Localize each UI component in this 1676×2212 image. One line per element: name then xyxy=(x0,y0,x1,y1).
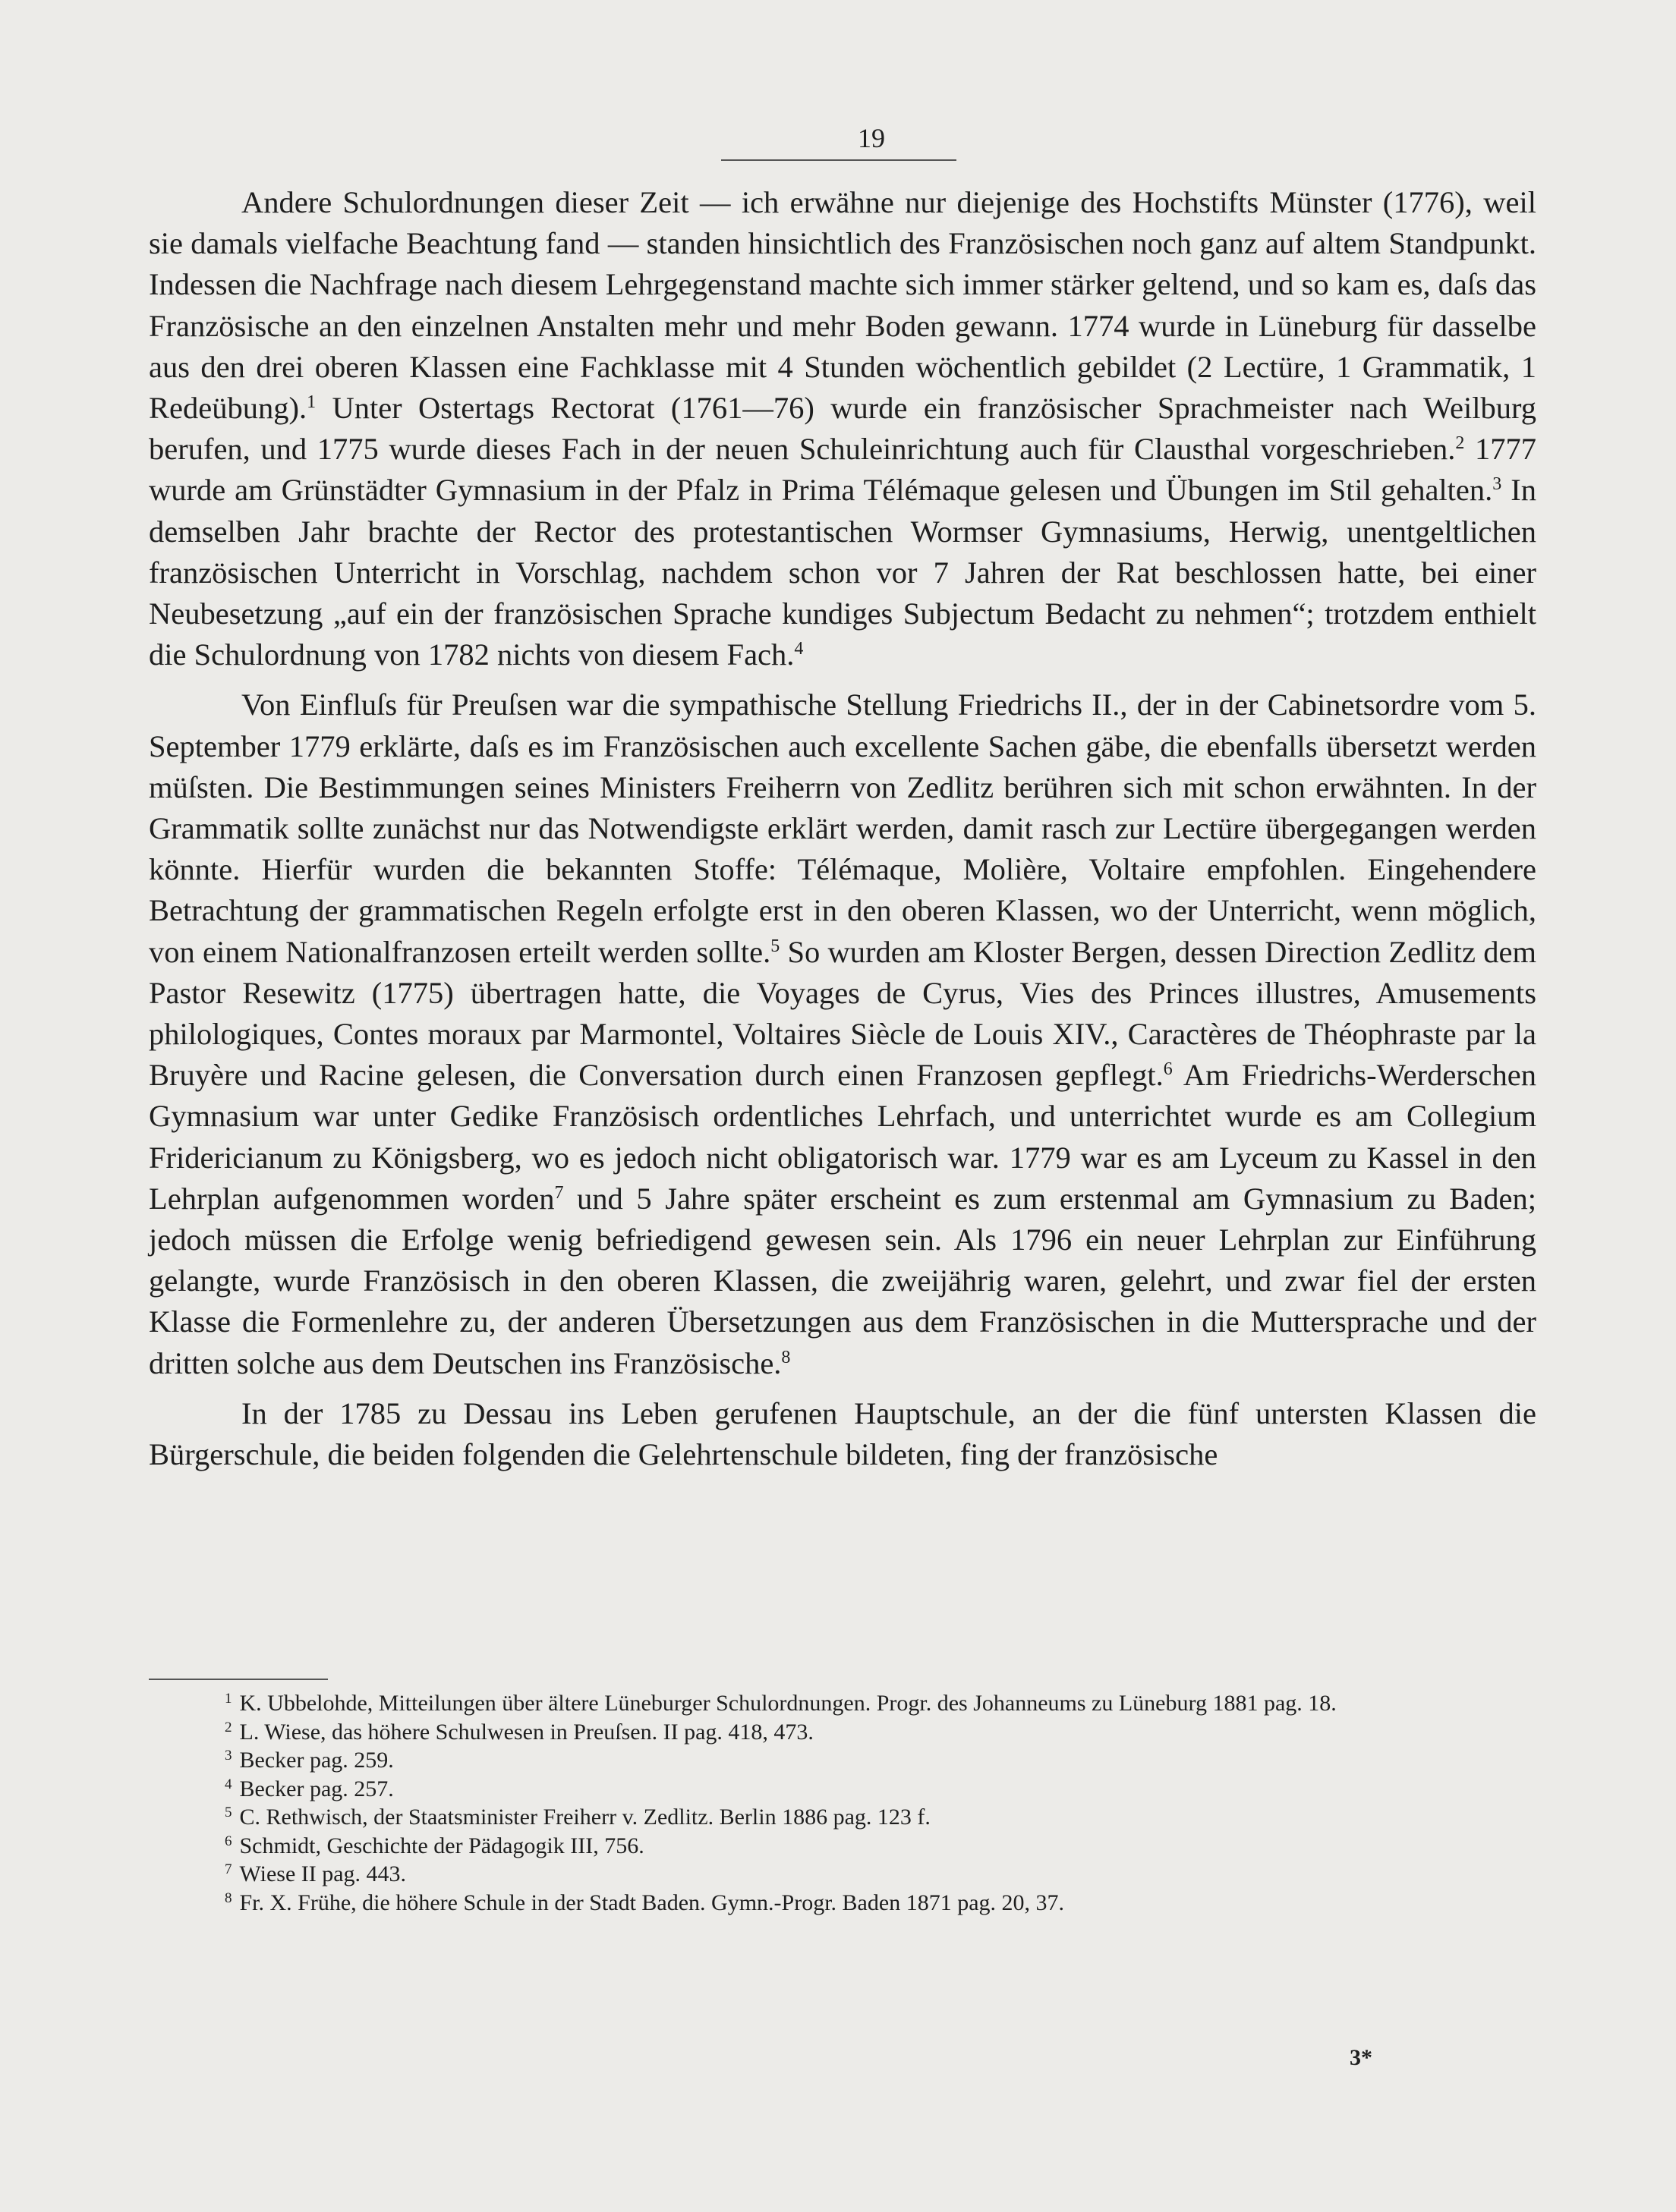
footnote-reference: 7 xyxy=(554,1182,564,1203)
footnote-number: 2 xyxy=(225,1719,232,1735)
footnote-number: 7 xyxy=(225,1861,232,1877)
footnote-number: 1 xyxy=(225,1691,232,1707)
footnote xyxy=(149,1775,1530,1804)
footnote-reference: 6 xyxy=(1163,1059,1173,1080)
footnote-text: L. Wiese, das höhere Schulwesen in Preuſsen. II pag. 418, 473. xyxy=(239,1719,814,1745)
footnote-text: C. Rethwisch, der Staatsminister Freiherr v. Zedlitz. Berlin 1886 pag. 123 f. xyxy=(239,1805,931,1830)
footnote-number: 5 xyxy=(225,1805,232,1820)
footnote-number: 8 xyxy=(225,1889,232,1906)
footnotes xyxy=(149,1689,1530,1917)
paragraph xyxy=(149,182,1536,675)
footnote xyxy=(149,1832,1530,1861)
footnote xyxy=(149,1803,1530,1832)
text-run: Unter Ostertags Rectorat (1761—76) wurde ein französischer Sprachmeister nach Weilburg berufen, und 1775 wurde dieses Fach in der neuen Schuleinrichtung auch für Clausthal vorgeschrieben. xyxy=(149,391,1536,467)
footnote-text: K. Ubbelohde, Mitteilungen über ältere Lüneburger Schulordnungen. Progr. des Johanneums zu Lüneburg 1881 pag. 18. xyxy=(239,1691,1337,1716)
text-run: Andere Schulordnungen dieser Zeit — ich erwähne nur diejenige des Hochstifts Münster (1776), weil sie damals vielfache Beachtung fand — standen hinsichtlich des Französischen noch ganz auf altem Standpunkt. Indessen die Nachfrage nach diesem Lehrgegenstand machte sich immer stärker geltend, und so kam es, daſs das Französische an den einzelnen Anstalten mehr und mehr Boden gewann. 1774 wurde in Lüneburg für dasselbe aus den drei oberen Klassen eine Fachklasse mit 4 Stunden wöchentlich gebildet (2 Lectüre, 1 Grammatik, 1 Redeübung). xyxy=(149,185,1536,426)
body-text xyxy=(149,182,1536,1475)
footnote-text: Schmidt, Geschichte der Pädagogik III, 756. xyxy=(239,1833,644,1858)
footnote xyxy=(149,1889,1530,1918)
footnote-text: Becker pag. 259. xyxy=(239,1748,394,1773)
footnote-rule xyxy=(149,1679,328,1680)
footnote-text: Wiese II pag. 443. xyxy=(239,1861,407,1886)
text-run: und 5 Jahre später erscheint es zum erstenmal am Gymnasium zu Baden; jedoch müssen die Erfolge wenig befriedigend gewesen sein. Als 1796 ein neuer Lehrplan zur Einführung gelangte, wurde Französisch in den oberen Klassen, die zweijährig waren, gelehrt, und zwar fiel der ersten Klasse die Formenlehre zu, der anderen Übersetzungen aus dem Französischen in die Muttersprache und der dritten solche aus dem Deutschen ins Französische. xyxy=(149,1181,1537,1380)
footnote-reference: 5 xyxy=(770,936,780,956)
page-number: 19 xyxy=(858,123,885,153)
signature-mark: 3* xyxy=(1350,2045,1372,2070)
footnote xyxy=(149,1689,1530,1718)
footnote-number: 3 xyxy=(225,1748,232,1764)
footnote-reference: 1 xyxy=(307,392,317,413)
header-rule xyxy=(721,159,956,161)
footnote xyxy=(149,1860,1530,1889)
paragraph xyxy=(149,684,1536,1383)
footnote-reference: 2 xyxy=(1455,433,1465,454)
paragraph xyxy=(149,1393,1536,1475)
footnote-number: 4 xyxy=(225,1776,232,1792)
text-run: In demselben Jahr brachte der Rector des protestantischen Wormser Gymnasiums, Herwig, unentgeltlichen französischen Unterricht in Vorschlag, nachdem schon vor 7 Jahren der Rat beschlossen hatte, bei einer Neubesetzung „auf ein der französischen Sprache kundiges Subjectum Bedacht zu nehmen“; trotzdem enthielt die Schulordnung von 1782 nichts von diesem Fach. xyxy=(149,473,1536,672)
footnote-text: Fr. X. Frühe, die höhere Schule in der Stadt Baden. Gymn.-Progr. Baden 1871 pag. 20, 37. xyxy=(239,1889,1065,1915)
footnote-reference: 3 xyxy=(1492,474,1502,495)
footnote xyxy=(149,1746,1530,1775)
footnote xyxy=(149,1718,1530,1747)
text-run: Von Einfluſs für Preuſsen war die sympathische Stellung Friedrichs II., der in der Cabinetsordre vom 5. September 1779 erklärte, daſs es im Französischen auch excellente Sachen gäbe, die ebenfalls übersetzt werden müſsten. Die Bestimmungen seines Ministers Freiherrn von Zedlitz berühren sich mit schon erwähnten. In der Grammatik sollte zunächst nur das Notwendigste erklärt werden, damit rasch zur Lectüre übergegangen werden könnte. Hierfür wurden die bekannten Stoffe: Télémaque, Molière, Voltaire empfohlen. Eingehendere Betrachtung der grammatischen Regeln erfolgte erst in den oberen Klassen, wo der Unterricht, wenn möglich, von einem Nationalfranzosen erteilt werden sollte. xyxy=(149,688,1536,969)
footnote-reference: 8 xyxy=(781,1347,791,1367)
text-run: In der 1785 zu Dessau ins Leben gerufenen Hauptschule, an der die fünf untersten Klassen die Bürgerschule, die beiden folgenden die Gelehrtenschule bildeten, fing der französische xyxy=(149,1395,1536,1472)
footnote-text: Becker pag. 257. xyxy=(239,1776,394,1801)
text-run: Am Friedrichs-Werderschen Gymnasium war unter Gedike Französisch ordentliches Lehrfach, und unterrichtet wurde es am Collegium Fridericianum zu Königsberg, wo es jedoch nicht obligatorisch war. 1779 war es am Lyceum zu Kassel in den Lehrplan aufgenommen worden xyxy=(149,1058,1537,1216)
text-run: So wurden am Kloster Bergen, dessen Direction Zedlitz dem Pastor Resewitz (1775) übertragen hatte, die Voyages de Cyrus, Vies des Princes illustres, Amusements philologiques, Contes moraux par Marmontel, Voltaires Siècle de Louis XIV., Caractères de Théophraste par la Bruyère und Racine gelesen, die Conversation durch einen Franzosen gepflegt. xyxy=(149,934,1536,1093)
footnote-number: 6 xyxy=(225,1833,232,1849)
text-run: 1777 wurde am Grünstädter Gymnasium in der Pfalz in Prima Télémaque gelesen und Übungen im Stil gehalten. xyxy=(149,432,1536,508)
footnote-reference: 4 xyxy=(794,639,804,659)
